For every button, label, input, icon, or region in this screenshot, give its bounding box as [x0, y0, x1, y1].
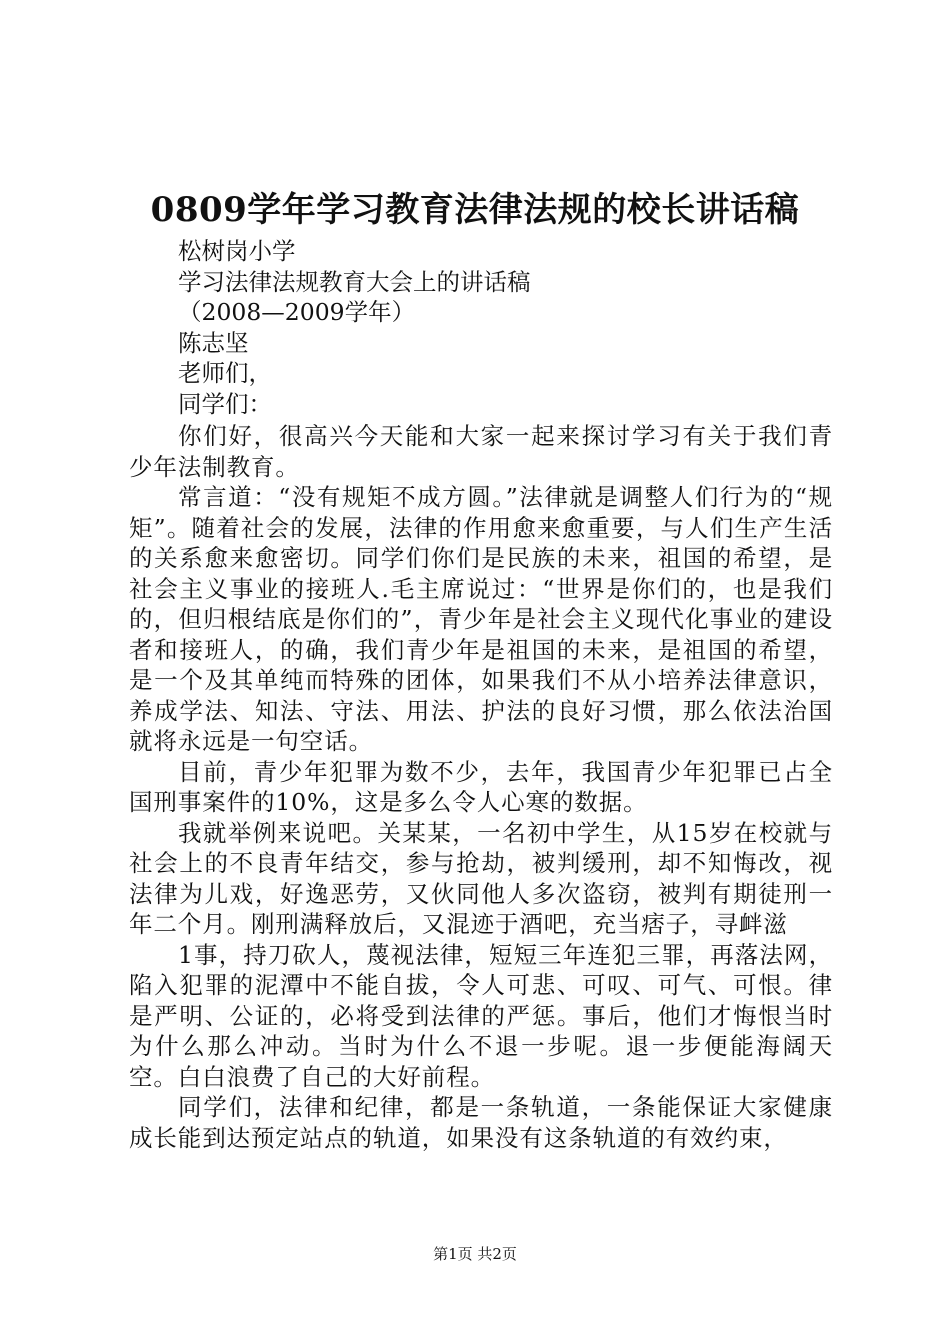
paragraph-rules: 常言道：“没有规矩不成方圆。”法律就是调整人们行为的“规矩”。随着社会的发展，法律的作用愈来愈重要，与人们生产生活的关系愈来愈密切。同学们你们是民族的未来，祖国的希望，是社会主义事业的接班人.毛主席说过：“世界是你们的，也是我们的，但归根结底是你们的”，青少年是社会主义现代化事业的建设者和接班人，的确，我们青少年是祖国的未来，是祖国的希望，是一个及其单纯而特殊的团体，如果我们不从小培养法律意识，养成学法、知法、守法、用法、护法的良好习惯，那么依法治国就将永远是一句空话。 — [129, 483, 833, 755]
paragraph-example: 我就举例来说吧。关某某，一名初中学生，从15岁在校就与社会上的不良青年结交，参与抢劫，被判缓刑，却不知悔改，视法律为儿戏，好逸恶劳，又伙同他人多次盗窃，被判有期徒刑一年二个月。刚刑满释放后，又混迹于酒吧，充当痞子，寻衅滋 — [129, 818, 833, 938]
school-year: （2008—2009学年） — [178, 298, 416, 326]
school-name: 松树岗小学 — [178, 237, 296, 265]
page-footer: 第1页 共2页 — [433, 1245, 517, 1263]
salutation-teachers: 老师们， — [178, 359, 272, 387]
document-title: 0809学年学习教育法律法规的校长讲话稿 — [150, 190, 800, 230]
speech-subtitle: 学习法律法规教育大会上的讲话稿 — [178, 267, 531, 296]
document-body — [129, 421, 833, 1153]
paragraph-consequence: 1事，持刀砍人，蔑视法律，短短三年连犯三罪，再落法网，陷入犯罪的泥潭中不能自拔，令人可悲、可叹、可气、可恨。律是严明、公证的，必将受到法律的严惩。事后，他们才悔恨当时为什么那么冲动。当时为什么不退一步呢。退一步便能海阔天空。白白浪费了自己的大好前程。 — [129, 940, 833, 1091]
salutation-students: 同学们： — [178, 389, 272, 418]
author-name: 陈志坚 — [178, 328, 249, 357]
paragraph-greeting: 你们好，很高兴今天能和大家一起来探讨学习有关于我们青少年法制教育。 — [129, 422, 833, 481]
paragraph-statistics: 目前，青少年犯罪为数不少，去年，我国青少年犯罪已占全国刑事案件的10%，这是多么令人心寒的数据。 — [129, 757, 833, 816]
paragraph-conclusion: 同学们，法律和纪律，都是一条轨道，一条能保证大家健康成长能到达预定站点的轨道，如果没有这条轨道的有效约束， — [129, 1093, 833, 1152]
document-header — [178, 236, 858, 419]
